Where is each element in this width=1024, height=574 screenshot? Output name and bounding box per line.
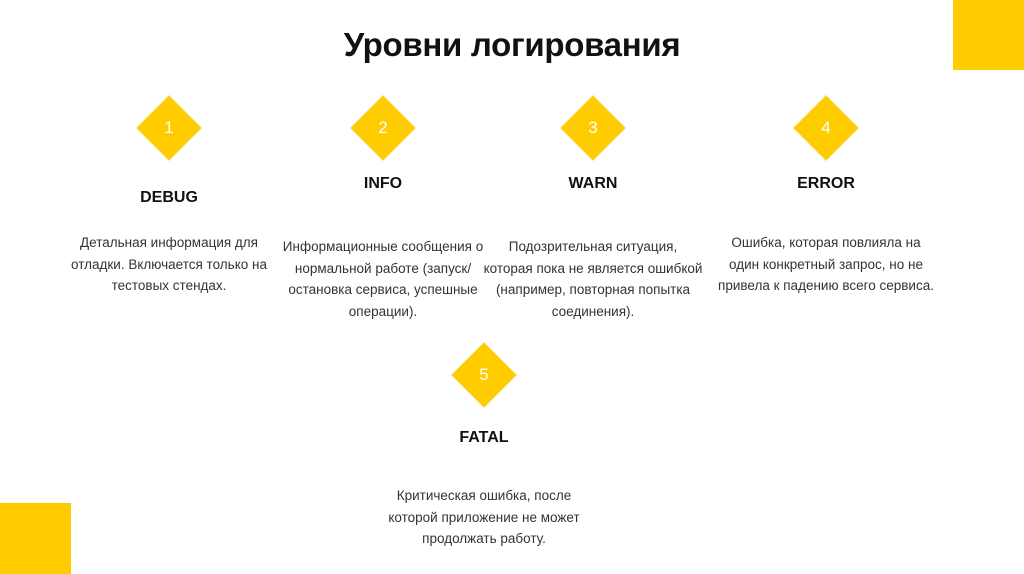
level-5-name: FATAL xyxy=(459,429,509,446)
level-5-number: 5 xyxy=(479,365,489,384)
level-1-name: DEBUG xyxy=(140,189,198,206)
level-3-number: 3 xyxy=(588,118,598,137)
level-4-name: ERROR xyxy=(797,175,855,192)
level-3-name: WARN xyxy=(568,175,618,192)
level-2-name: INFO xyxy=(363,175,403,192)
level-1-number: 1 xyxy=(164,118,174,137)
level-4-description: Ошибка, которая повлияла на один конкретный запрос, но не привела к падению всего сервиса. xyxy=(718,235,934,293)
level-4-number: 4 xyxy=(821,118,831,137)
slide-title: Уровни логирования xyxy=(343,26,681,63)
level-1-description: Детальная информация для отладки. Включается только на тестовых стендах. xyxy=(71,235,267,293)
level-5-description: Критическая ошибка, после которой приложение не может продолжать работу. xyxy=(388,488,580,546)
corner-accent-bottom-left xyxy=(0,503,71,574)
level-2-number: 2 xyxy=(378,118,388,137)
level-2-description: Информационные сообщения о нормальной работе (запуск/остановка сервиса, успешные операции). xyxy=(282,239,484,319)
level-3-description: Подозрительная ситуация, которая пока не является ошибкой (например, повторная попытка соединения). xyxy=(483,239,703,319)
